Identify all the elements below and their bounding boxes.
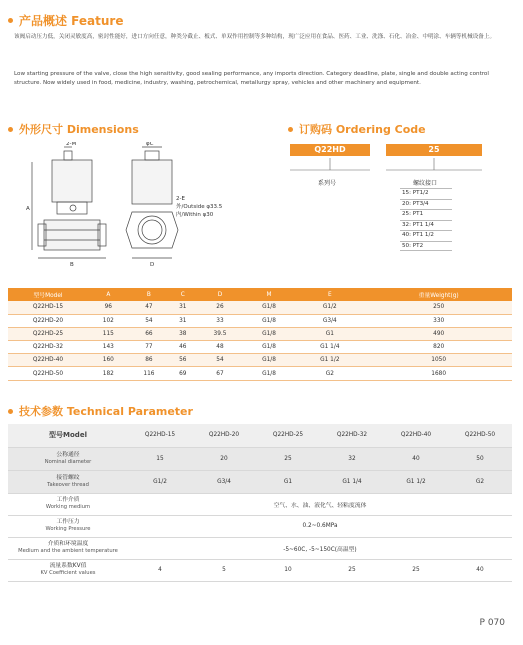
tech-row-label	[8, 470, 128, 493]
table-cell: 96	[88, 301, 129, 314]
ordering-option: 50: PT2	[400, 241, 452, 252]
table-cell: G1 1/4	[320, 470, 384, 493]
table-cell: 5	[192, 559, 256, 581]
ordering-option: 32: PT1 1/4	[400, 220, 452, 231]
table-cell: 31	[169, 314, 196, 327]
bullet-icon	[8, 18, 13, 23]
table-row	[8, 314, 512, 327]
tech-row-label	[8, 447, 128, 470]
tech-model: Q22HD-32	[320, 424, 384, 447]
table-row	[8, 301, 512, 314]
dim-note-1: 2-E	[176, 196, 185, 202]
table-cell: Q22HD-50	[8, 367, 88, 380]
header-cell: D	[196, 288, 243, 301]
feature-heading	[8, 12, 123, 29]
table-cell: 54	[196, 354, 243, 367]
header-cell: B	[129, 288, 170, 301]
dim-b-label: B	[70, 262, 74, 268]
tech-model: Q22HD-15	[128, 424, 192, 447]
table-cell: G2	[448, 470, 512, 493]
table-cell: 820	[365, 341, 512, 354]
ordering-option: 20: PT3/4	[400, 199, 452, 210]
ordering-thread-label: 螺纹接口	[413, 180, 438, 187]
table-cell: 66	[129, 327, 170, 340]
tech-row-label	[8, 559, 128, 581]
label-cn: 工作介质	[56, 497, 80, 504]
header-cell: 型号Model	[8, 288, 88, 301]
table-cell: 54	[129, 314, 170, 327]
ordering-size-box: 25	[386, 144, 482, 156]
table-cell: G1 1/2	[384, 470, 448, 493]
dim-note-3: 内/Within φ30	[176, 212, 214, 218]
tech-header-label: 型号Model	[8, 424, 128, 447]
table-row	[8, 327, 512, 340]
tech-model: Q22HD-20	[192, 424, 256, 447]
table-cell: Q22HD-40	[8, 354, 88, 367]
table-cell: 25	[320, 559, 384, 581]
table-cell: 182	[88, 367, 129, 380]
bullet-icon	[8, 409, 13, 414]
table-row	[8, 341, 512, 354]
table-row	[8, 367, 512, 380]
tech-row-thread	[8, 470, 512, 493]
ordering-option: 15: PT1/2	[400, 188, 452, 199]
label-cn: 工作压力	[56, 519, 80, 526]
label-cn: 公称通径	[56, 451, 80, 458]
table-cell: G1/8	[244, 301, 295, 314]
dimensions-heading	[8, 121, 139, 137]
tech-table	[8, 424, 512, 582]
table-cell: 250	[365, 301, 512, 314]
table-cell: 20	[192, 447, 256, 470]
table-cell: 15	[128, 447, 192, 470]
table-cell: 39.5	[196, 327, 243, 340]
feature-en-text: Low starting pressure of the valve, close the high sensitivity, good sealing performance, any imports direction. Category deadline, plate, single and double acting control structure. Now widely used in food, medicine, industry, washing, petrochemical, metallurgy spray, vehicles and other machinery and equipment.	[14, 71, 489, 86]
feature-title: 产品概述 Feature	[19, 14, 124, 28]
table-cell: 116	[129, 367, 170, 380]
dim-note-2: 外/Outside φ33.5	[176, 204, 223, 210]
table-cell: Q22HD-32	[8, 341, 88, 354]
table-cell: G1/2	[128, 470, 192, 493]
dim-c-label: φC	[146, 142, 154, 147]
valve-drawing	[24, 142, 284, 272]
table-cell: G1/8	[244, 367, 295, 380]
label-en: Nominal diameter	[44, 458, 92, 465]
table-cell: 330	[365, 314, 512, 327]
tech-heading	[8, 403, 193, 419]
feature-cn-text: 该阀启动压力低，关闭灵敏度高，密封性能好，进口方向任意，种类分截止、板式、单双作用控制等多种结构，现广泛应用在食品、医药、工业、洗涤、石化、冶金、中明涂、车辆等机械设备上。	[14, 34, 496, 40]
table-cell: 4	[128, 559, 192, 581]
table-cell: 33	[196, 314, 243, 327]
ordering-model-box: Q22HD	[290, 144, 370, 156]
ordering-option: 40: PT1 1/2	[400, 230, 452, 241]
table-cell: 1680	[365, 367, 512, 380]
label-en: Medium and the ambient temperature	[18, 548, 118, 555]
table-cell: G1/8	[244, 327, 295, 340]
ordering-title: 订购码 Ordering Code	[299, 123, 426, 136]
table-cell: G3/4	[192, 470, 256, 493]
table-cell: 77	[129, 341, 170, 354]
header-cell: E	[294, 288, 365, 301]
dim-a-label: A	[26, 206, 30, 212]
dimensions-table	[8, 288, 512, 381]
tech-header-row	[8, 424, 512, 447]
table-cell: 50	[448, 447, 512, 470]
table-cell: 38	[169, 327, 196, 340]
table-cell: G1/8	[244, 341, 295, 354]
table-cell: G1/8	[244, 314, 295, 327]
table-cell: 490	[365, 327, 512, 340]
dim-d-label: D	[150, 262, 155, 268]
table-cell: 67	[196, 367, 243, 380]
table-cell: 25	[384, 559, 448, 581]
table-cell: 25	[256, 447, 320, 470]
tech-row-label	[8, 537, 128, 559]
table-cell: 32	[320, 447, 384, 470]
table-row	[8, 354, 512, 367]
header-cell: C	[169, 288, 196, 301]
tech-row-pressure	[8, 515, 512, 537]
label-en: Working Pressure	[45, 526, 91, 533]
table-cell: 48	[196, 341, 243, 354]
table-cell: G1/8	[244, 354, 295, 367]
ordering-heading	[288, 121, 426, 137]
table-cell: 40	[448, 559, 512, 581]
table-cell: 69	[169, 367, 196, 380]
table-cell: 0.2~0.6MPa	[128, 515, 512, 537]
table-cell: Q22HD-25	[8, 327, 88, 340]
table-cell: 143	[88, 341, 129, 354]
tech-model: Q22HD-50	[448, 424, 512, 447]
table-cell: G1 1/4	[294, 341, 365, 354]
table-cell: 47	[129, 301, 170, 314]
table-cell: 115	[88, 327, 129, 340]
table-cell: -5~60C, -5~150C(高温型)	[128, 537, 512, 559]
page-number: P 070	[479, 618, 505, 628]
table-cell: G1 1/2	[294, 354, 365, 367]
label-cn: 流量系数KV值	[49, 563, 87, 570]
header-cell: M	[244, 288, 295, 301]
label-en: Working medium	[45, 504, 91, 511]
tech-model: Q22HD-40	[384, 424, 448, 447]
tech-row-diameter	[8, 447, 512, 470]
table-cell: G3/4	[294, 314, 365, 327]
table-cell: 10	[256, 559, 320, 581]
bullet-icon	[8, 127, 13, 132]
ordering-options	[400, 188, 452, 251]
table-cell: Q22HD-15	[8, 301, 88, 314]
tech-model: Q22HD-25	[256, 424, 320, 447]
table-cell: 102	[88, 314, 129, 327]
table-cell: 26	[196, 301, 243, 314]
tech-row-label	[8, 493, 128, 515]
dim-m-label: 2-M	[66, 142, 77, 147]
table-cell: 31	[169, 301, 196, 314]
label-en: KV Coefficient values	[40, 570, 96, 577]
header-cell: 重量Weight(g)	[365, 288, 512, 301]
header-cell: A	[88, 288, 129, 301]
table-cell: 46	[169, 341, 196, 354]
dimensions-table-header	[8, 288, 512, 301]
ordering-option: 25: PT1	[400, 209, 452, 220]
bullet-icon	[288, 127, 293, 132]
ordering-model-label: 系列号	[318, 180, 337, 187]
label-en: Takeover thread	[47, 481, 89, 488]
table-cell: 1050	[365, 354, 512, 367]
tech-row-label	[8, 515, 128, 537]
dimensions-title: 外形尺寸 Dimensions	[19, 123, 139, 136]
table-cell: G1/2	[294, 301, 365, 314]
table-cell: Q22HD-20	[8, 314, 88, 327]
table-cell: G1	[256, 470, 320, 493]
table-cell: 56	[169, 354, 196, 367]
tech-title: 技术参数 Technical Parameter	[19, 405, 193, 418]
table-cell: 空气、水、油、液化气、轻粘度流体	[128, 493, 512, 515]
table-cell: 86	[129, 354, 170, 367]
tech-row-kv	[8, 559, 512, 581]
label-cn: 介质和环境温度	[47, 541, 89, 548]
table-cell: 40	[384, 447, 448, 470]
table-cell: G2	[294, 367, 365, 380]
tech-row-temperature	[8, 537, 512, 559]
label-cn: 接管螺纹	[56, 474, 80, 481]
tech-row-medium	[8, 493, 512, 515]
table-cell: G1	[294, 327, 365, 340]
table-cell: 160	[88, 354, 129, 367]
